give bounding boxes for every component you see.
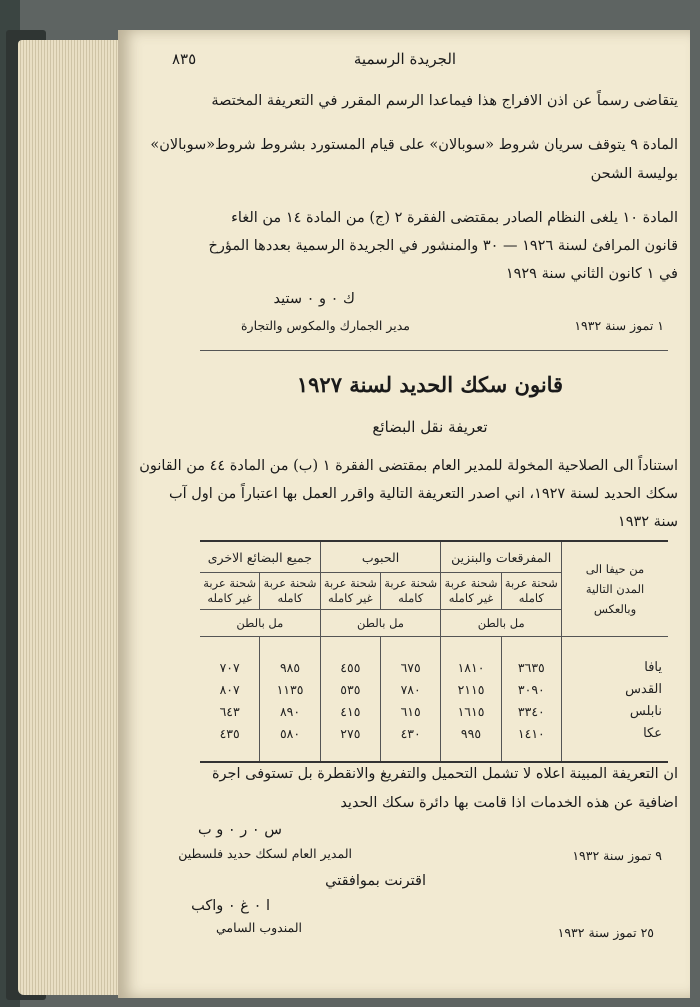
tariff-table (200, 540, 668, 763)
group-explosives: المفرقعات والبنزين (441, 541, 562, 573)
commissioner-name: ا ٠ غ ٠ واكب (191, 898, 270, 914)
sub-line: شحنة عربة (323, 576, 377, 590)
value-cell: ٥٨٠ (260, 723, 320, 745)
value-cell: ٧٠٧ (219, 660, 240, 675)
city-cell: عكا (562, 723, 669, 745)
sub-line: كامله (277, 591, 303, 605)
sub-partial-load (200, 573, 260, 610)
commissioner-title: المندوب السامي (216, 920, 302, 935)
sub-line: غير كامله (448, 591, 494, 605)
sub-line: شحنة عربة (263, 576, 317, 590)
value-cell: ١١٣٥ (260, 679, 320, 701)
city-cell: القدس (562, 679, 669, 701)
value-cell: ٨٠٧ (219, 682, 240, 697)
value-cell: ٩٩٥ (441, 723, 501, 745)
section-divider (200, 350, 668, 351)
value-cell: ٣٣٤٠ (501, 701, 561, 723)
value-cell: ٤٥٥ (320, 657, 380, 679)
note-line-2: اضافية عن هذه الخدمات اذا قامت بها دائرة سكك الحديد (340, 795, 678, 811)
article-10-line-1: المادة ١٠ يلغى النظام الصادر بمقتضى الفقرة ٢ (ج) من المادة ١٤ من الغاء (231, 210, 678, 226)
value-cell: ٦٧٥ (381, 657, 441, 679)
value-cell: ١٦١٥ (441, 701, 501, 723)
note-line-1: ان التعريفة المبينة اعلاه لا تشمل التحميل والتفريغ والانقطرة بل تستوفى اجرة (211, 766, 678, 782)
sub-full-load (260, 573, 320, 610)
table-row (200, 679, 668, 701)
value-cell: ٢٧٥ (320, 723, 380, 745)
signer-2-date: ٩ تموز سنة ١٩٣٢ (572, 848, 662, 863)
value-cell: ١٤١٠ (501, 723, 561, 745)
route-header-line: وبالعكس (593, 602, 637, 616)
article-10-line-3: في ١ كانون الثاني سنة ١٩٢٩ (505, 266, 678, 282)
value-cell: ٥٣٥ (320, 679, 380, 701)
law-subtitle: تعريفة نقل البضائع (372, 418, 488, 436)
value-cell: ٦١٥ (381, 701, 441, 723)
unit-label: مل بالطن (441, 610, 562, 637)
value-cell: ٩٨٥ (260, 657, 320, 679)
signer-2-name: س ٠ ر ٠ و ب (197, 822, 282, 838)
sub-line: شحنة عربة (444, 576, 498, 590)
order-signer-title: مدير الجمارك والمكوس والتجارة (241, 318, 410, 333)
sub-line: كامله (518, 591, 544, 605)
value-cell: ٨٩٠ (260, 701, 320, 723)
city-cell: نابلس (562, 701, 669, 723)
sub-line: شحنة عربة (504, 576, 558, 590)
approval-text: اقترنت بموافقتي (325, 873, 426, 889)
table-row (200, 701, 668, 723)
order-date: ١ تموز سنة ١٩٣٢ (574, 318, 664, 333)
sub-line: غير كامله (328, 591, 373, 605)
law-para-line-2: سكك الحديد لسنة ١٩٢٧، اني اصدر التعريفة التالية واقرر العمل بها اعتباراً من اول آب (168, 486, 678, 502)
sub-partial-load (320, 573, 380, 610)
article-10-line-2: قانون المرافئ لسنة ١٩٢٦ — ٣٠ والمنشور في الجريدة الرسمية بعددها المؤرخ (208, 238, 678, 254)
value-cell: ٧٨٠ (381, 679, 441, 701)
route-header-line: المدن التالية (585, 582, 645, 596)
order-line-1: يتقاضى رسماً عن اذن الافراج هذا فيماعدا الرسم المقرر في التعريفة المختصة (211, 93, 678, 109)
sub-line: كامله (398, 591, 424, 605)
route-header-line: من حيفا الى (585, 562, 645, 576)
group-grains: الحبوب (320, 541, 441, 573)
sub-line: غير كامله (207, 591, 252, 605)
signer-2-title: المدير العام لسكك حديد فلسطين (178, 846, 352, 861)
table-row (200, 723, 668, 745)
page-number: ٨٣٥ (172, 50, 197, 68)
unit-label: مل بالطن (320, 610, 441, 637)
value-cell: ٤١٥ (320, 701, 380, 723)
law-para-line-3: سنة ١٩٣٢ (617, 514, 678, 530)
unit-label: مل بالطن (200, 610, 320, 637)
value-cell: ٤٣٥ (219, 726, 240, 741)
route-header (562, 541, 669, 637)
value-cell: ٣٠٩٠ (501, 679, 561, 701)
sub-full-load (501, 573, 561, 610)
article-9-line-1: المادة ٩ يتوقف سريان شروط «سوبالان» على قيام المستورد بشروط شروط«سوبالان» (150, 137, 678, 153)
article-9-line-2: بوليسة الشحن (590, 166, 678, 182)
commissioner-date: ٢٥ تموز سنة ١٩٣٢ (557, 925, 654, 940)
law-title: قانون سكك الحديد لسنة ١٩٢٧ (296, 372, 564, 397)
law-para-line-1: استناداً الى الصلاحية المخولة للمدير العام بمقتضى الفقرة ١ (ب) من المادة ٤٤ من القانون (139, 458, 678, 474)
sub-line: شحنة عربة (203, 576, 257, 590)
journal-title: الجريدة الرسمية (353, 50, 457, 68)
order-signer: ك ٠ و ٠ ستيد (273, 291, 355, 307)
value-cell: ٦٤٣ (219, 704, 240, 719)
sub-line: شحنة عربة (384, 576, 438, 590)
sub-partial-load (441, 573, 501, 610)
value-cell: ٢١١٥ (441, 679, 501, 701)
value-cell: ١٨١٠ (441, 657, 501, 679)
sub-full-load (381, 573, 441, 610)
city-cell: يافا (562, 657, 669, 679)
value-cell: ٣٦٣٥ (501, 657, 561, 679)
table-row (200, 657, 668, 679)
value-cell: ٤٣٠ (381, 723, 441, 745)
group-other-goods: جميع البضائع الاخرى (200, 541, 320, 573)
